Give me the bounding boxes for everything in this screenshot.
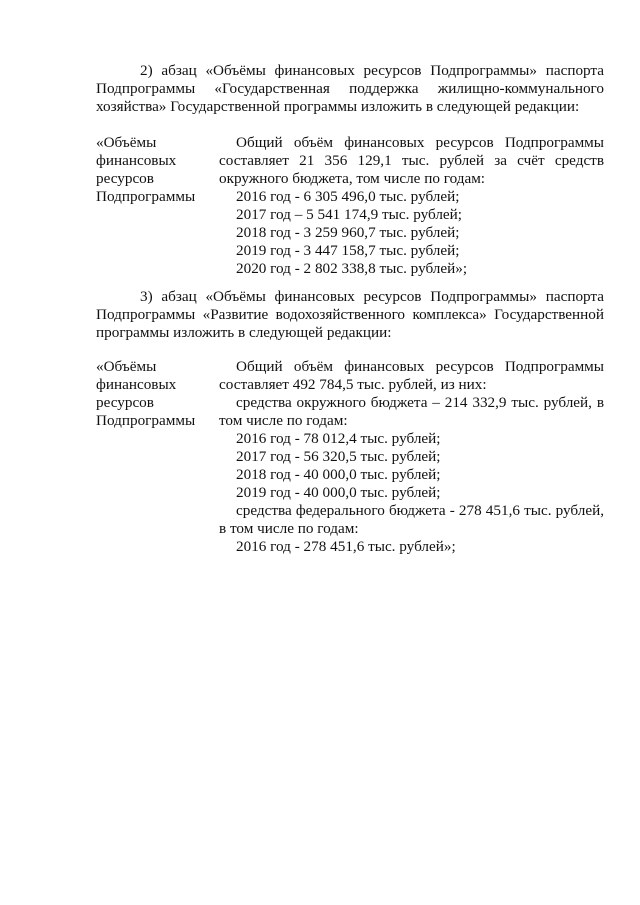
label-line: «Объёмы (96, 358, 157, 375)
paragraph-3-line: 3) абзац «Объёмы финансовых ресурсов Подпрограммы» паспорта (140, 288, 604, 305)
label-line: Подпрограммы (96, 412, 196, 429)
funding-block-3-value (219, 358, 604, 556)
year-line: 2017 год - 56 320,5 тыс. рублей; (236, 448, 441, 465)
value-line: окружного бюджета, том числе по годам: (219, 170, 486, 187)
paragraph-3 (96, 288, 604, 342)
label-line: Подпрограммы (96, 188, 196, 205)
value-line: Общий объём финансовых ресурсов Подпрограммы (236, 134, 604, 151)
year-line: 2019 год - 40 000,0 тыс. рублей; (236, 484, 441, 501)
value-line: в том числе по годам: (219, 520, 359, 537)
funding-block-2-label (96, 134, 216, 206)
value-line: составляет 492 784,5 тыс. рублей, из них: (219, 376, 487, 393)
year-line: 2016 год - 278 451,6 тыс. рублей»; (236, 538, 456, 555)
year-line: 2018 год - 40 000,0 тыс. рублей; (236, 466, 441, 483)
label-line: финансовых (96, 376, 177, 393)
value-line: средства окружного бюджета – 214 332,9 тыс. рублей, в (236, 394, 604, 411)
label-line: «Объёмы (96, 134, 157, 151)
value-line: средства федерального бюджета - 278 451,6 тыс. рублей, (236, 502, 604, 519)
year-line: 2016 год - 6 305 496,0 тыс. рублей; (236, 188, 460, 205)
value-line: составляет 21 356 129,1 тыс. рублей за счёт средств (219, 152, 604, 169)
label-line: ресурсов (96, 170, 154, 187)
value-line: том числе по годам: (219, 412, 348, 429)
paragraph-2 (96, 62, 604, 116)
paragraph-2-line: хозяйства» Государственной программы изложить в следующей редакции: (96, 98, 580, 115)
year-line: 2016 год - 78 012,4 тыс. рублей; (236, 430, 441, 447)
label-line: финансовых (96, 152, 177, 169)
label-line: ресурсов (96, 394, 154, 411)
value-line: Общий объём финансовых ресурсов Подпрограммы (236, 358, 604, 375)
year-line: 2020 год - 2 802 338,8 тыс. рублей»; (236, 260, 468, 277)
year-line: 2019 год - 3 447 158,7 тыс. рублей; (236, 242, 460, 259)
year-line: 2018 год - 3 259 960,7 тыс. рублей; (236, 224, 460, 241)
paragraph-2-line: 2) абзац «Объёмы финансовых ресурсов Подпрограммы» паспорта (140, 62, 604, 79)
year-line: 2017 год – 5 541 174,9 тыс. рублей; (236, 206, 463, 223)
paragraph-3-line: Подпрограммы «Развитие водохозяйственного комплекса» Государственной (96, 306, 604, 323)
paragraph-2-line: Подпрограммы «Государственная поддержка жилищно-коммунального (96, 80, 604, 97)
funding-block-3-label (96, 358, 216, 430)
funding-block-2-value (219, 134, 604, 278)
paragraph-3-line: программы изложить в следующей редакции: (96, 324, 392, 341)
